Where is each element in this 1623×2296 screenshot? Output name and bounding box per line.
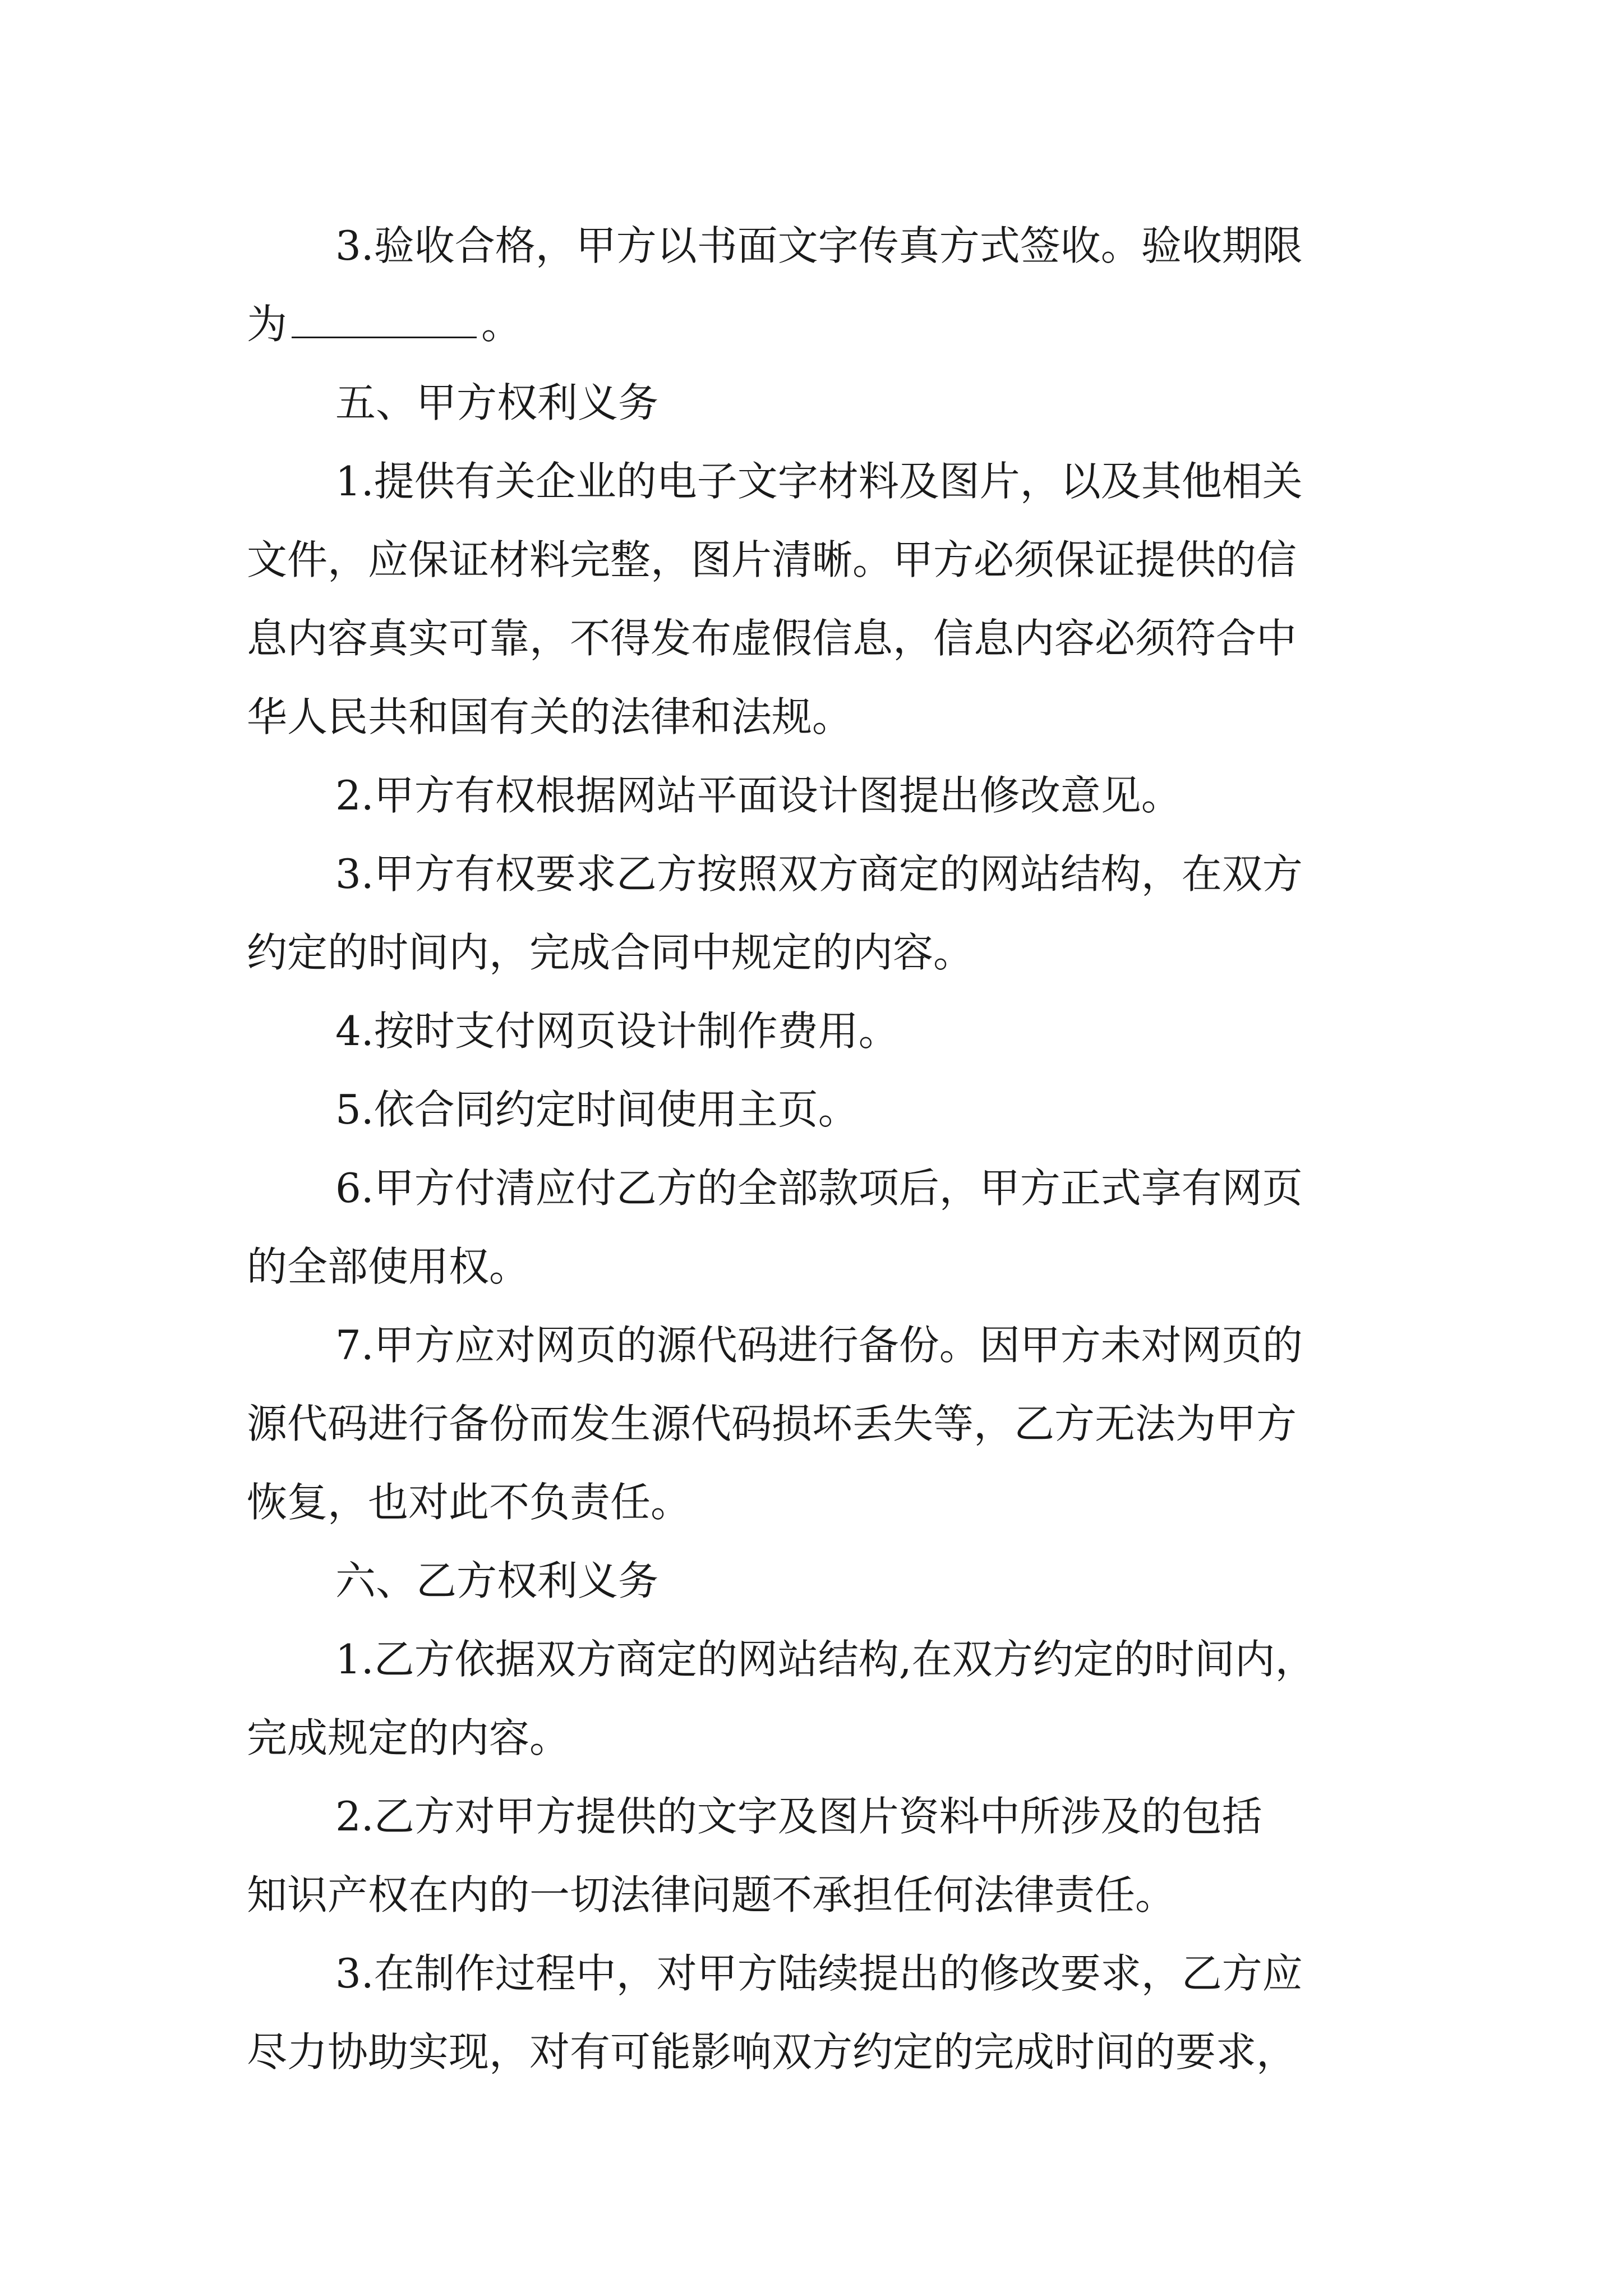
- clause-text: 1.提供有关企业的电子文字材料及图片，以及其他相关: [335, 458, 1303, 505]
- clause-line: [0, 683, 1623, 751]
- clause-line: [0, 526, 1623, 593]
- clause-line: [0, 1861, 1623, 1929]
- clause-text: 3.甲方有权要求乙方按照双方商定的网站结构，在双方: [335, 850, 1303, 898]
- clause-text: 2.甲方有权根据网站平面设计图提出修改意见。: [335, 772, 1182, 819]
- clause-line: [0, 291, 1623, 358]
- clause-text: 5.依合同约定时间使用主页。: [335, 1086, 859, 1133]
- clause-text-with-blank: [247, 291, 522, 358]
- clause-text: 1.乙方依据双方商定的网站结构,在双方约定的时间内，: [335, 1636, 1316, 1683]
- section-heading: [0, 1547, 1623, 1614]
- clause-line: [0, 1154, 1623, 1222]
- clause-text: 2.乙方对甲方提供的文字及图片资料中所涉及的包括: [335, 1793, 1262, 1840]
- clause-text: 息内容真实可靠，不得发布虚假信息，信息内容必须符合中: [247, 615, 1297, 662]
- clause-text: 6.甲方付清应付乙方的全部款项后，甲方正式享有网页: [335, 1165, 1303, 1212]
- clause-text: 尽力协助实现，对有可能影响双方约定的完成时间的要求，: [247, 2028, 1297, 2076]
- clause-text: 7.甲方应对网页的源代码进行备份。因甲方未对网页的: [335, 1322, 1303, 1369]
- clause-line: [0, 1312, 1623, 1379]
- clause-prefix: 为: [247, 301, 288, 348]
- section-heading-text: 六、乙方权利义务: [335, 1557, 659, 1604]
- clause-line: [0, 762, 1623, 829]
- clause-line: [0, 919, 1623, 986]
- fill-in-blank: [292, 300, 477, 338]
- clause-line: [0, 1704, 1623, 1772]
- clause-line: [0, 997, 1623, 1065]
- clause-line: [0, 2018, 1623, 2086]
- clause-text: 3.在制作过程中，对甲方陆续提出的修改要求，乙方应: [335, 1950, 1303, 1997]
- clause-text: 4.按时支付网页设计制作费用。: [335, 1007, 899, 1055]
- clause-line: [0, 1626, 1623, 1693]
- section-heading-text: 五、甲方权利义务: [335, 379, 659, 426]
- clause-line: [0, 212, 1623, 279]
- section-heading: [0, 369, 1623, 436]
- clause-line: [0, 1233, 1623, 1300]
- clause-line: [0, 840, 1623, 908]
- clause-text: 3.验收合格，甲方以书面文字传真方式签收。验收期限: [335, 222, 1303, 269]
- clause-text: 源代码进行备份而发生源代码损坏丢失等，乙方无法为甲方: [247, 1400, 1297, 1447]
- clause-line: [0, 1940, 1623, 2007]
- clause-suffix: 。: [481, 301, 522, 348]
- clause-line: [0, 1076, 1623, 1143]
- clause-line: [0, 605, 1623, 672]
- clause-text: 知识产权在内的一切法律问题不承担任何法律责任。: [247, 1871, 1176, 1918]
- clause-text: 完成规定的内容。: [247, 1714, 570, 1761]
- clause-text: 约定的时间内，完成合同中规定的内容。: [247, 929, 974, 976]
- clause-text: 华人民共和国有关的法律和法规。: [247, 693, 853, 740]
- clause-text: 文件，应保证材料完整，图片清晰。甲方必须保证提供的信: [247, 536, 1297, 583]
- clause-text: 的全部使用权。: [247, 1243, 530, 1290]
- clause-line: [0, 448, 1623, 515]
- clause-line: [0, 1469, 1623, 1536]
- clause-text: 恢复，也对此不负责任。: [247, 1479, 691, 1526]
- clause-line: [0, 1390, 1623, 1457]
- clause-line: [0, 1783, 1623, 1850]
